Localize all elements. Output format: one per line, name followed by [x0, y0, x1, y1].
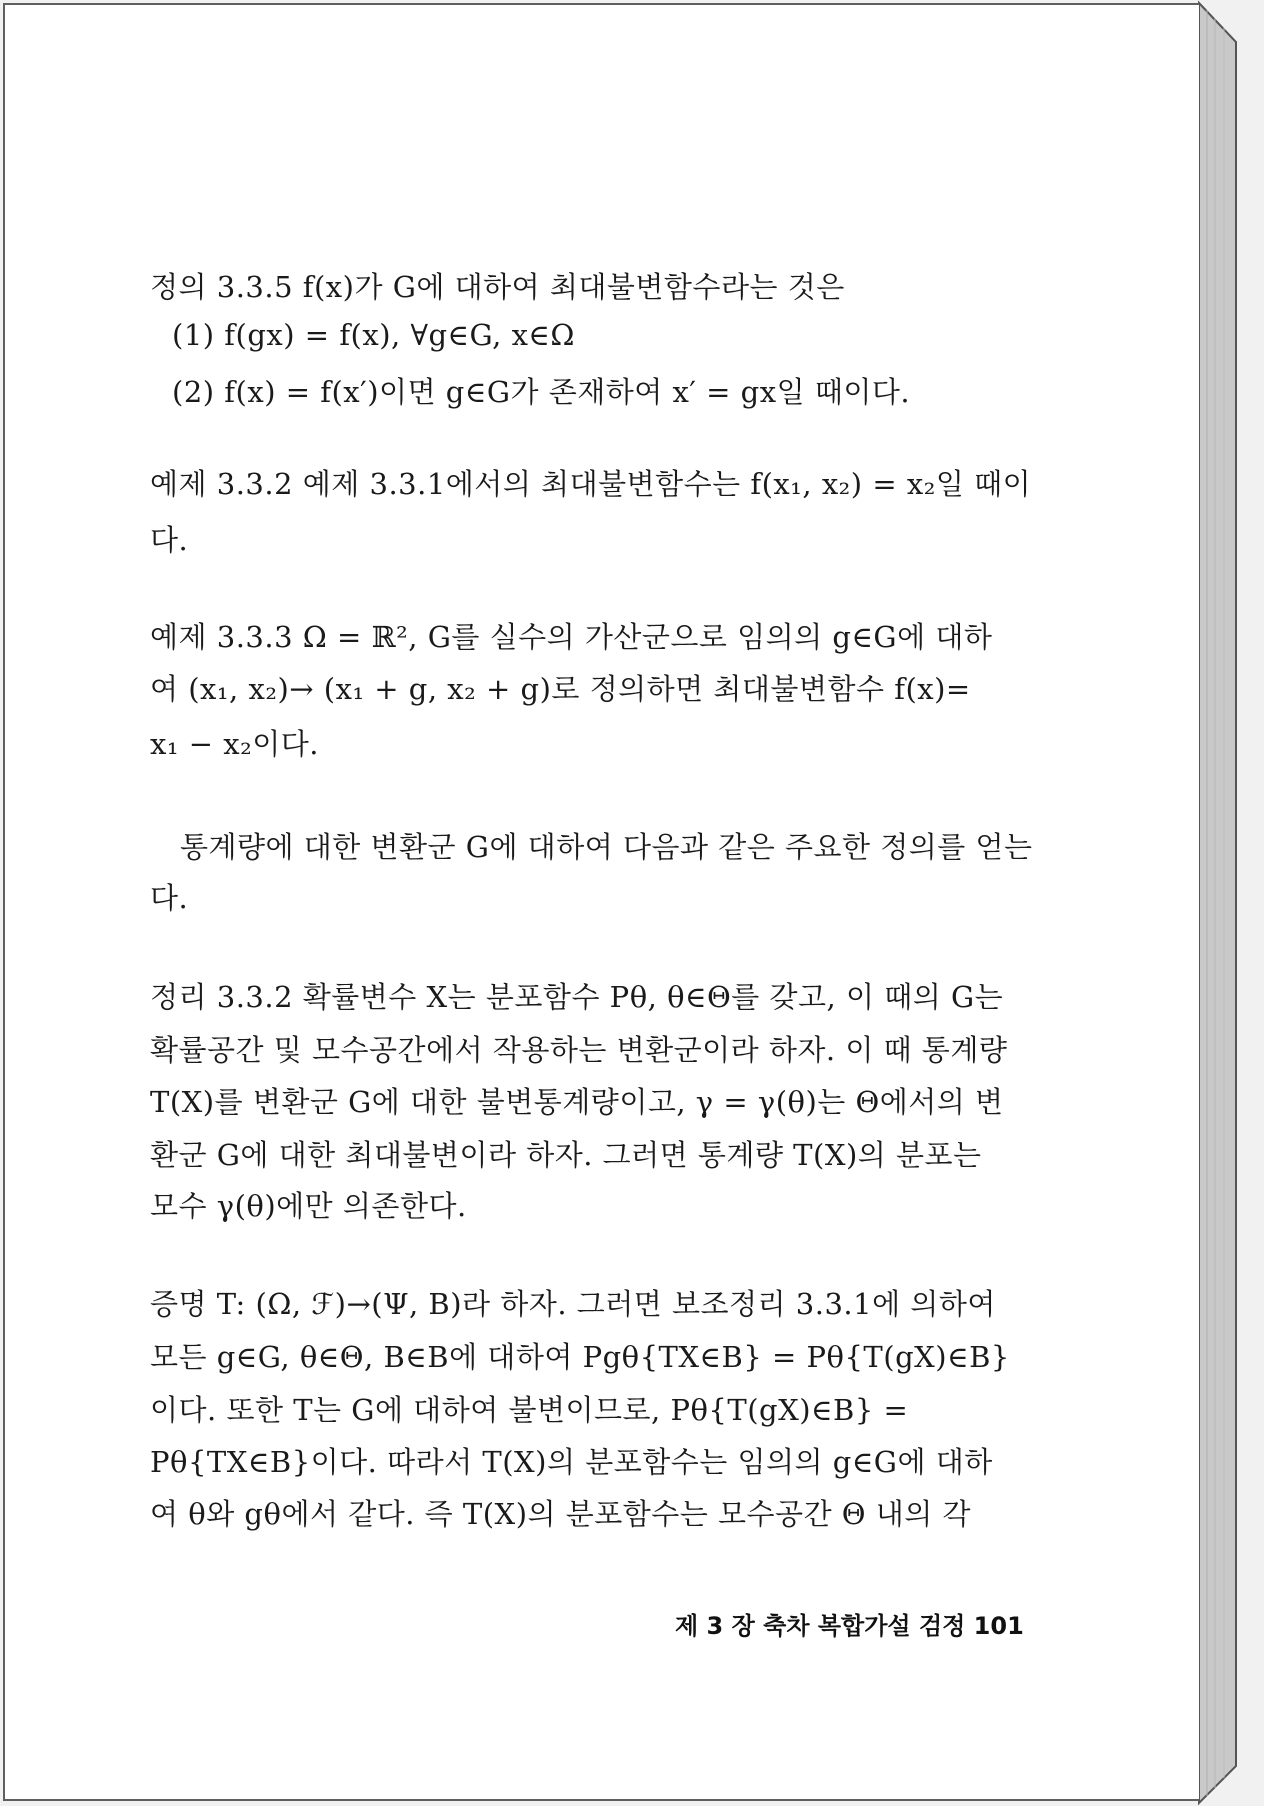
example-3-3-3-line-1: 예제 3.3.3 Ω = ℝ², G를 실수의 가산군으로 임의의 g∈G에 대하 — [150, 620, 993, 654]
proof-line-4: Pθ{TX∈B}이다. 따라서 T(X)의 분포함수는 임의의 g∈G에 대하 — [150, 1445, 993, 1479]
example-3-3-3-line-2: 여 (x₁, x₂)→ (x₁ + g, x₂ + g)로 정의하면 최대불변함수 f(x)= — [150, 672, 971, 706]
proof-line-1: 증명 T: (Ω, ℱ)→(Ψ, B)라 하자. 그러면 보조정리 3.3.1에 의하여 — [150, 1287, 996, 1321]
example-3-3-3-line-3: x₁ − x₂이다. — [150, 727, 319, 761]
theorem-3-3-2-line-2: 확률공간 및 모수공간에서 작용하는 변환군이라 하자. 이 때 통계량 — [150, 1033, 1008, 1067]
example-3-3-2-line-1: 예제 3.3.2 예제 3.3.1에서의 최대불변함수는 f(x₁, x₂) = x₂일 때이 — [150, 467, 1032, 501]
proof-line-2: 모든 g∈G, θ∈Θ, B∈B에 대하여 Pgθ{TX∈B} = Pθ{T(gX)∈B} — [150, 1340, 1010, 1374]
example-3-3-2-line-2: 다. — [150, 523, 189, 557]
paragraph-line-1: 통계량에 대한 변환군 G에 대하여 다음과 같은 주요한 정의를 얻는 — [180, 830, 1033, 864]
paragraph-line-2: 다. — [150, 881, 189, 915]
definition-3-3-5-line-3: (2) f(x) = f(x′)이면 g∈G가 존재하여 x′ = gx일 때이다. — [172, 375, 911, 409]
proof-line-5: 여 θ와 gθ에서 같다. 즉 T(X)의 분포함수는 모수공간 Θ 내의 각 — [150, 1497, 972, 1531]
theorem-3-3-2-line-5: 모수 γ(θ)에만 의존한다. — [150, 1189, 467, 1223]
theorem-3-3-2-line-4: 환군 G에 대한 최대불변이라 하자. 그러면 통계량 T(X)의 분포는 — [150, 1138, 982, 1172]
page-footer: 제 3 장 축차 복합가설 검정 101 — [675, 1612, 1024, 1640]
theorem-3-3-2-line-1: 정리 3.3.2 확률변수 X는 분포함수 Pθ, θ∈Θ를 갖고, 이 때의 G는 — [150, 980, 1004, 1014]
definition-3-3-5-line-2: (1) f(gx) = f(x), ∀g∈G, x∈Ω — [172, 318, 575, 352]
theorem-3-3-2-line-3: T(X)를 변환군 G에 대한 불변통계량이고, γ = γ(θ)는 Θ에서의 변 — [150, 1085, 1004, 1119]
definition-3-3-5-line-1: 정의 3.3.5 f(x)가 G에 대하여 최대불변함수라는 것은 — [150, 270, 845, 304]
proof-line-3: 이다. 또한 T는 G에 대하여 불변이므로, Pθ{T(gX)∈B} = — [150, 1393, 909, 1427]
